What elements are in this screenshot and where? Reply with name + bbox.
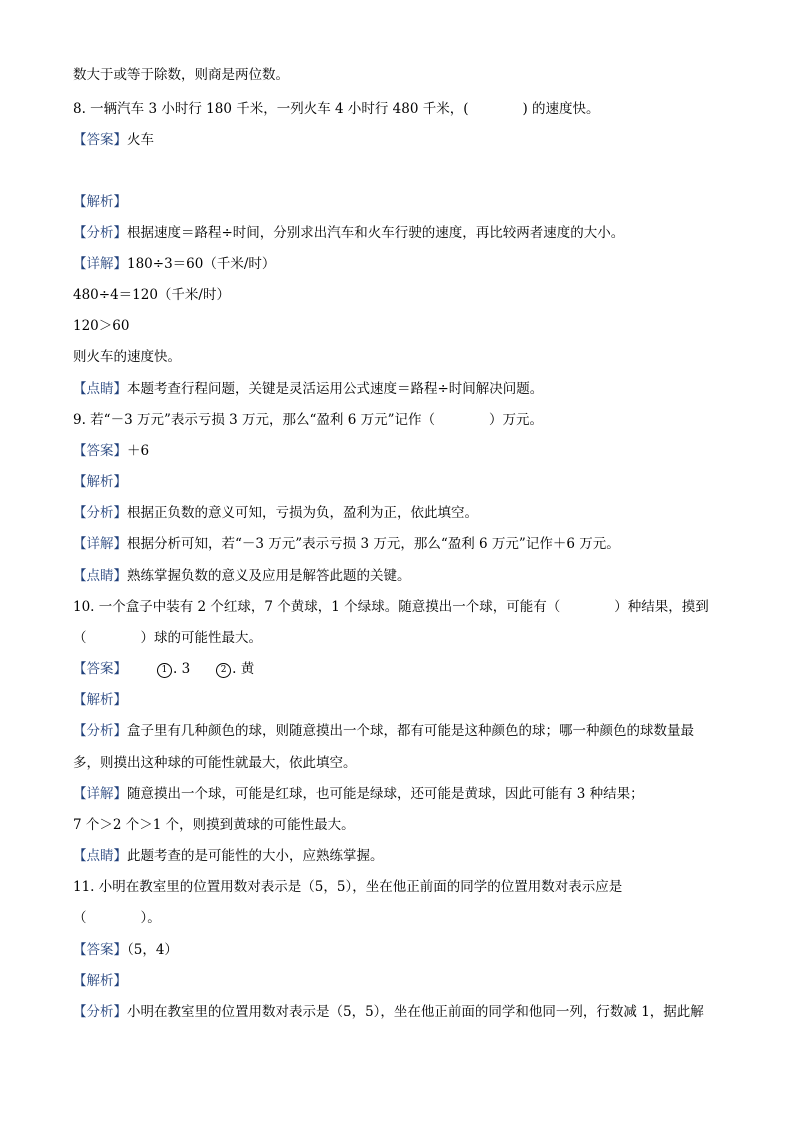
question-11-line2: （ ）。 xyxy=(73,910,161,926)
xiangjie-8-line3: 120＞60 xyxy=(73,318,130,334)
analysis-8-header: 【解析】 xyxy=(73,194,127,210)
question-8: 8. 一辆汽车 3 小时行 180 千米，一列火车 4 小时行 480 千米，( ) 的速度快。 xyxy=(73,101,600,117)
dianjing-9: 【点睛】熟练掌握负数的意义及应用是解答此题的关键。 xyxy=(73,568,411,584)
xiangjie-8-line2: 480÷4＝120（千米/时） xyxy=(73,287,230,303)
question-11: 11. 小明在教室里的位置用数对表示是（5，5），坐在他正前面的同学的位置用数对表示应是 xyxy=(73,879,623,895)
answer-11: 【答案】（5，4） xyxy=(73,942,178,958)
xiangjie-8: 【详解】180÷3＝60（千米/时） xyxy=(73,256,276,272)
xiangjie-9: 【详解】根据分析可知，若“－3 万元”表示亏损 3 万元，那么“盈利 6 万元”记作＋6 万元。 xyxy=(73,536,620,552)
fenxi-8: 【分析】根据速度＝路程÷时间，分别求出汽车和火车行驶的速度，再比较两者速度的大小。 xyxy=(73,225,625,241)
analysis-11-header: 【解析】 xyxy=(73,973,127,989)
dianjing-10: 【点睛】此题考查的是可能性的大小，应熟练掌握。 xyxy=(73,848,384,864)
answer-label: 【答案】 xyxy=(73,132,127,148)
analysis-10-header: 【解析】 xyxy=(73,692,127,708)
xiangjie-8-line4: 则火车的速度快。 xyxy=(73,349,181,365)
fenxi-9: 【分析】根据正负数的意义可知，亏损为负，盈利为正，依此填空。 xyxy=(73,505,478,521)
fenxi-11: 【分析】小明在教室里的位置用数对表示是（5，5），坐在他正前面的同学和他同一列，行数减 1，据此解 xyxy=(73,1004,704,1020)
question-10-line2: （ ）球的可能性最大。 xyxy=(73,630,262,646)
answer-10: 【答案】 1 . 3 2 . 黄 xyxy=(73,661,255,677)
text-line: 数大于或等于除数，则商是两位数。 xyxy=(73,67,289,83)
circled-number: 1 xyxy=(157,663,172,678)
fenxi-10-line2: 多，则摸出这种球的可能性就最大，依此填空。 xyxy=(73,755,357,771)
question-9: 9. 若“－3 万元”表示亏损 3 万元，那么“盈利 6 万元”记作（ ）万元。 xyxy=(73,412,544,428)
xiangjie-10: 【详解】随意摸出一个球，可能是红球，也可能是绿球，还可能是黄球，因此可能有 3 种结果； xyxy=(73,786,644,802)
xiangjie-10-line2: 7 个＞2 个＞1 个，则摸到黄球的可能性最大。 xyxy=(73,817,355,833)
fenxi-10: 【分析】盒子里有几种颜色的球，则随意摸出一个球，都有可能是这种颜色的球；哪一种颜色的球数量最 xyxy=(73,723,694,739)
dianjing-8: 【点睛】本题考查行程问题，关键是灵活运用公式速度＝路程÷时间解决问题。 xyxy=(73,381,544,397)
answer-8: 【答案】火车 xyxy=(73,132,154,148)
answer-9: 【答案】＋6 xyxy=(73,443,150,459)
analysis-9-header: 【解析】 xyxy=(73,474,127,490)
question-10: 10. 一个盒子中装有 2 个红球，7 个黄球，1 个绿球。随意摸出一个球，可能有（ ）种结果，摸到 xyxy=(73,599,709,615)
circled-number: 2 xyxy=(216,663,231,678)
